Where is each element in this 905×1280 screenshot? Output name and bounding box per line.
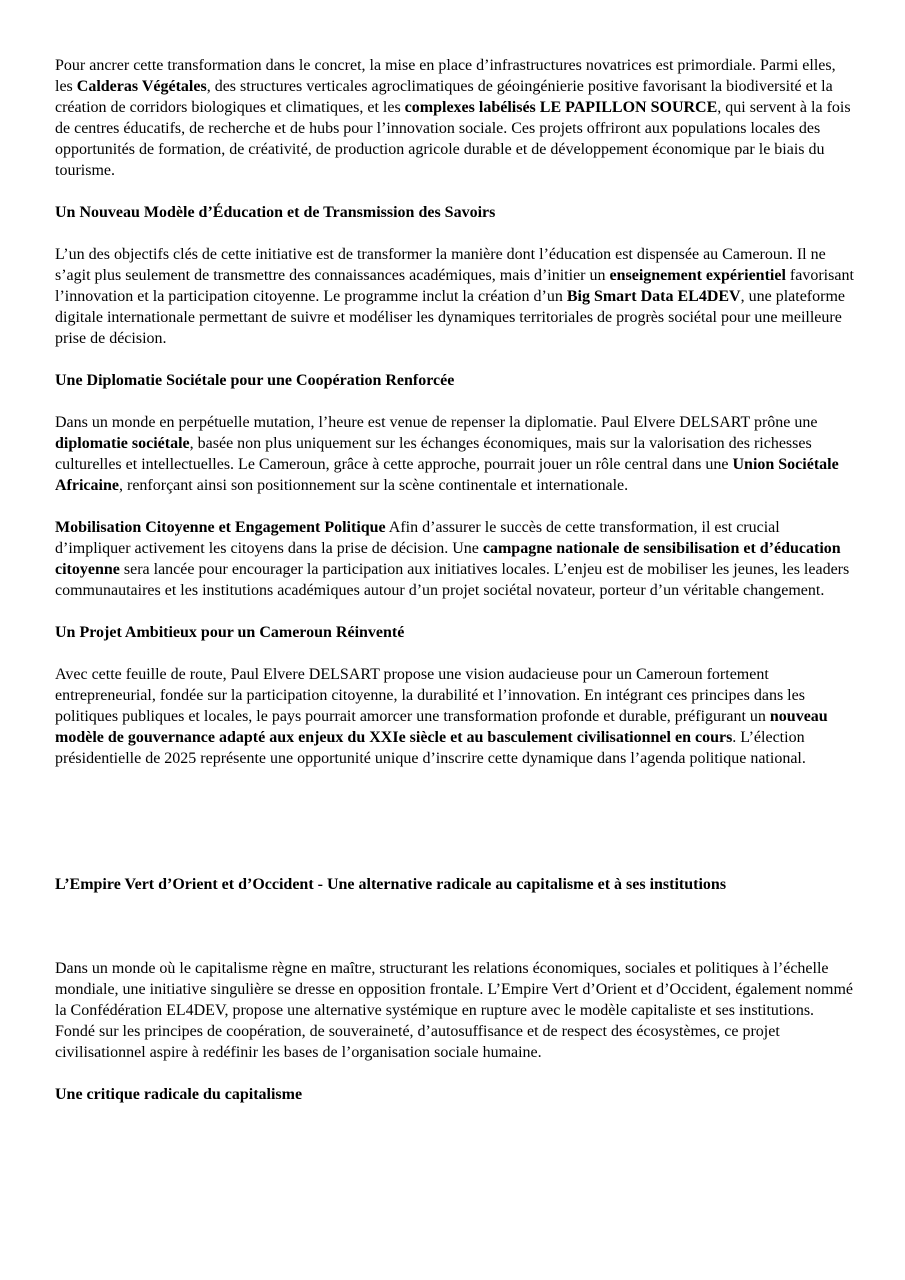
bold-nouveau-modele: nouveau modèle de gouvernance adapté aux enjeux du XXIe siècle et au basculement civilisationnel en cours bbox=[55, 708, 828, 746]
bold-papillon-source: complexes labélisés LE PAPILLON SOURCE bbox=[404, 99, 718, 116]
heading-education: Un Nouveau Modèle d’Éducation et de Transmission des Savoirs bbox=[55, 204, 496, 221]
bold-big-smart-data: Big Smart Data EL4DEV bbox=[566, 288, 741, 305]
heading-projet: Un Projet Ambitieux pour un Cameroun Réinventé bbox=[55, 624, 405, 641]
bold-diplomatie-societale: diplomatie sociétale bbox=[55, 435, 190, 452]
bold-union-societale: Union Sociétale Africaine bbox=[55, 456, 839, 494]
paragraph-infrastructures: Pour ancrer cette transformation dans le concret, la mise en place d’infrastructures novatrices est primordiale. Parmi elles, les Calderas Végétales, des structures verticales agroclimatiques de géoingénierie positive favorisant la biodiversité et la création de corridors biologiques et climatiques, et les complexes labélisés LE PAPILLON SOURCE, qui servent à la fois de centres éducatifs, de recherche et de hubs pour l’innovation sociale. Ces projets offriront aux populations locales des opportunités de formation, de créativité, de production agricole durable et de développement économique par le biais du tourisme. bbox=[55, 57, 851, 179]
paragraph-mobilisation: Mobilisation Citoyenne et Engagement Politique Afin d’assurer le succès de cette transformation, il est crucial d’impliquer activement les citoyens dans la prise de décision. Une campagne nationale de sensibilisation et d’éducation citoyenne sera lancée pour encourager la participation aux initiatives locales. L’enjeu est de mobiliser les jeunes, les leaders communautaires et les institutions académiques autour d’un projet sociétal novateur, porteur d’un véritable changement. bbox=[55, 519, 850, 599]
paragraph-projet: Avec cette feuille de route, Paul Elvere DELSART propose une vision audacieuse pour un Cameroun fortement entrepreneurial, fondée sur la participation citoyenne, la durabilité et l’innovation. En intégrant ces principes dans les politiques publiques et locales, le pays pourrait amorcer une transformation profonde et durable, préfigurant un nouveau modèle de gouvernance adapté aux enjeux du XXIe siècle et au basculement civilisationnel en cours. L’élection présidentielle de 2025 représente une opportunité unique d’inscrire cette dynamique dans l’agenda politique national. bbox=[55, 666, 828, 767]
heading-diplomatie: Une Diplomatie Sociétale pour une Coopération Renforcée bbox=[55, 372, 455, 389]
bold-campagne: campagne nationale de sensibilisation et d’éducation citoyenne bbox=[55, 540, 841, 578]
paragraph-empire-vert: Dans un monde où le capitalisme règne en maître, structurant les relations économiques, sociales et politiques à l’échelle mondiale, une initiative singulière se dresse en opposition frontale. L’Empire Vert d’Orient et d’Occident, également nommé la Confédération EL4DEV, propose une alternative systémique en rupture avec le modèle capitaliste et ses institutions. Fondé sur les principes de coopération, de souveraineté, d’autosuffisance et de respect des écosystèmes, ce projet civilisationnel aspire à redéfinir les bases de l’organisation sociale humaine. bbox=[55, 960, 853, 1061]
heading-critique: Une critique radicale du capitalisme bbox=[55, 1086, 303, 1103]
bold-mobilisation: Mobilisation Citoyenne et Engagement Politique bbox=[55, 519, 386, 536]
paragraph-diplomatie: Dans un monde en perpétuelle mutation, l’heure est venue de repenser la diplomatie. Paul Elvere DELSART prône une diplomatie sociétale, basée non plus uniquement sur les échanges économiques, mais sur la valorisation des richesses culturelles et intellectuelles. Le Cameroun, grâce à cette approche, pourrait jouer un rôle central dans une Union Sociétale Africaine, renforçant ainsi son positionnement sur la scène continentale et internationale. bbox=[55, 414, 839, 494]
heading-empire-vert: L’Empire Vert d’Orient et d’Occident - Une alternative radicale au capitalisme et à ses institutions bbox=[55, 876, 727, 893]
bold-enseignement: enseignement expérientiel bbox=[609, 267, 786, 284]
bold-calderas: Calderas Végétales bbox=[76, 78, 207, 95]
document-page bbox=[55, 55, 855, 1105]
paragraph-education: L’un des objectifs clés de cette initiative est de transformer la manière dont l’éducation est dispensée au Cameroun. Il ne s’agit plus seulement de transmettre des connaissances académiques, mais d’initier un enseignement expérientiel favorisant l’innovation et la participation citoyenne. Le programme inclut la création d’un Big Smart Data EL4DEV, une plateforme digitale internationale permettant de suivre et modéliser les dynamiques territoriales de progrès sociétal pour une meilleure prise de décision. bbox=[55, 246, 854, 347]
